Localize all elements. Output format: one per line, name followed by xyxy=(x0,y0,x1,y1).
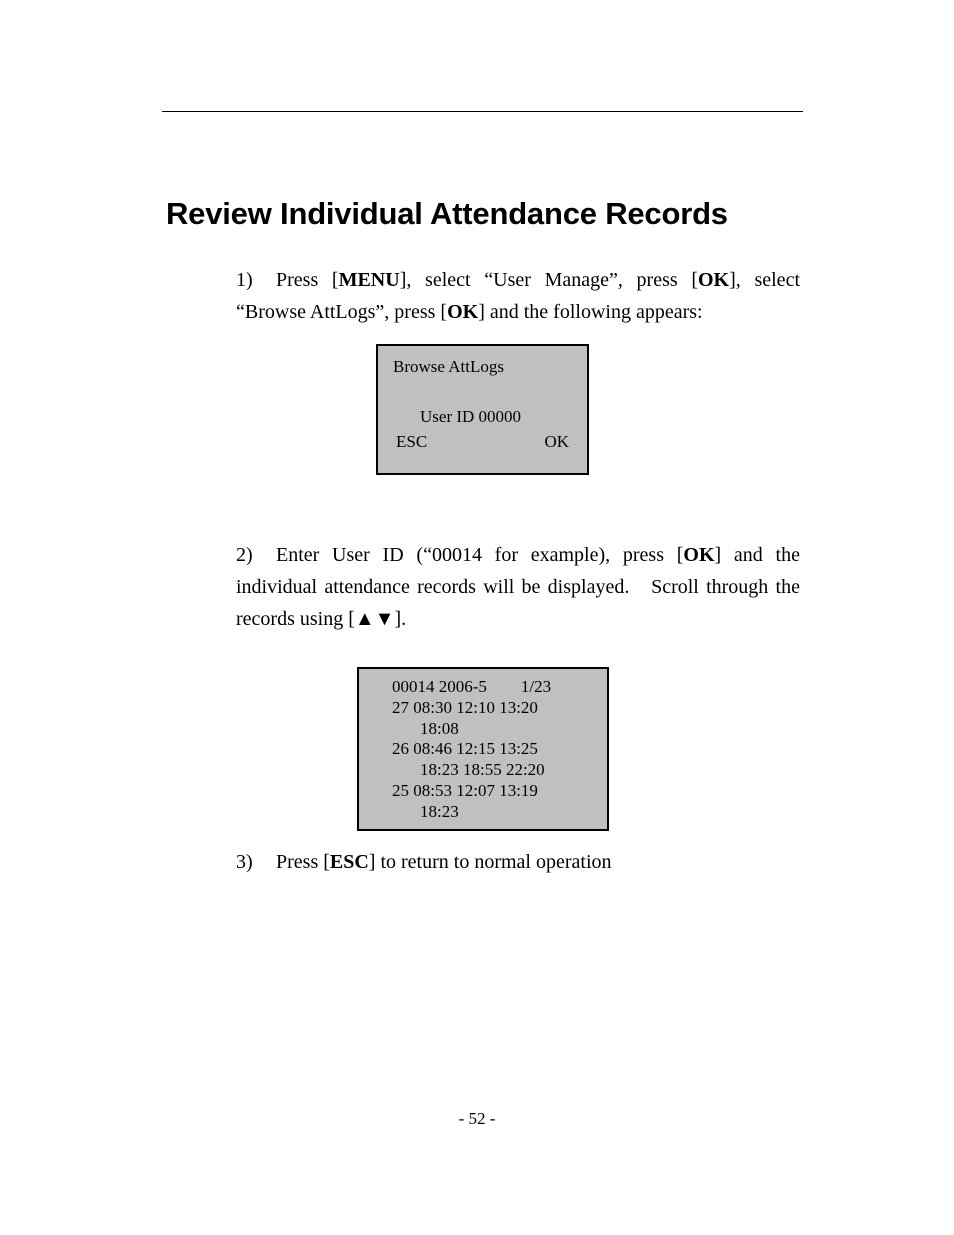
device-screen-attendance-records xyxy=(357,667,609,831)
record-row: 18:23 xyxy=(420,801,459,821)
page-number: - 52 - xyxy=(458,1109,496,1128)
page-title: Review Individual Attendance Records xyxy=(166,196,728,231)
step-text: ] and the following appears: xyxy=(478,301,703,323)
step-text: ] to return to normal operation xyxy=(368,851,612,873)
record-row: 18:08 xyxy=(420,718,459,738)
step-number: 2) xyxy=(236,544,253,566)
step-text: ] and the individual attendance records will be displayed. Scroll through the records using [▲▼]. xyxy=(236,544,800,630)
step-text: Enter User ID (“00014 for example), press [ xyxy=(276,544,684,566)
user-id-field: User ID 00000 xyxy=(420,407,522,426)
step-1 xyxy=(236,264,800,328)
step-text: Press [ xyxy=(276,851,330,873)
record-row: 18:23 18:55 22:20 xyxy=(420,760,545,780)
key-menu: MENU xyxy=(338,269,400,291)
step-3 xyxy=(236,846,800,878)
esc-softkey: ESC xyxy=(396,432,428,451)
key-ok: OK xyxy=(698,269,730,291)
records-header: 00014 2006-5 1/23 xyxy=(392,677,552,696)
step-2 xyxy=(236,539,800,635)
step-number: 1) xyxy=(236,269,253,291)
device-screen-browse-attlogs xyxy=(376,344,589,475)
step-text: ], select “Browse AttLogs”, press [ xyxy=(236,269,800,323)
header-rule xyxy=(162,111,803,112)
record-row: 26 08:46 12:15 13:25 xyxy=(392,739,538,759)
key-ok: OK xyxy=(447,301,479,323)
ok-softkey: OK xyxy=(544,432,569,451)
screen-title: Browse AttLogs xyxy=(393,357,504,376)
step-text: ], select “User Manage”, press [ xyxy=(399,269,698,291)
step-text: Press [ xyxy=(276,269,339,291)
step-number: 3) xyxy=(236,851,253,873)
record-row: 25 08:53 12:07 13:19 xyxy=(392,780,538,800)
record-row: 27 08:30 12:10 13:20 xyxy=(392,697,538,717)
key-esc: ESC xyxy=(329,851,369,873)
records-list xyxy=(392,677,551,823)
key-ok: OK xyxy=(683,544,715,566)
